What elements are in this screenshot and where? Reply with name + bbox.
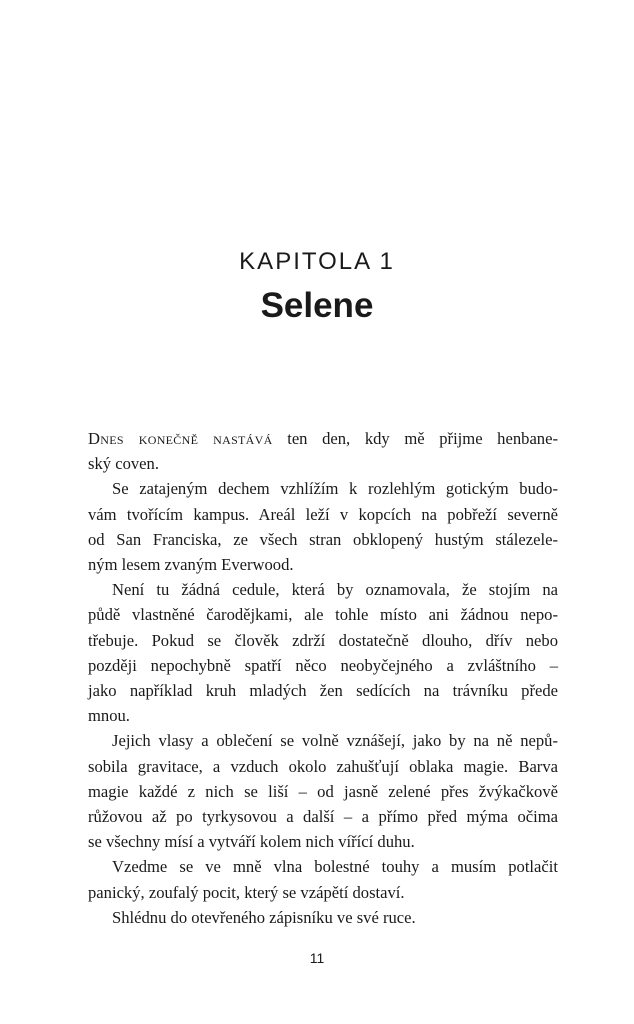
paragraph-line: vám tvořícím kampus. Areál leží v kopcích na pobřeží severně bbox=[88, 504, 558, 524]
paragraph-line: třebuje. Pokud se člověk zdrží dostatečně dlouho, dřív nebo bbox=[88, 630, 558, 650]
paragraph-line: ným lesem zvaným Everwood. bbox=[88, 555, 294, 575]
chapter-body bbox=[88, 426, 558, 930]
paragraph-line: Jejich vlasy a oblečení se volně vznášejí, jako by na ně nepů- bbox=[112, 731, 558, 751]
paragraph-line: růžovou až po tyrkysovou a další – a přímo před mýma očima bbox=[88, 807, 558, 827]
paragraph-line: Shlédnu do otevřeného zápisníku ve své ruce. bbox=[112, 907, 416, 927]
paragraph-line: sobila gravitace, a vzduch okolo zahušťují oblaka magie. Barva bbox=[88, 756, 558, 776]
paragraph-line: Se zatajeným dechem vzhlížím k rozlehlým gotickým budo- bbox=[112, 479, 558, 499]
paragraph-line: půdě vlastněné čarodějkami, ale tohle místo ani žádnou nepo- bbox=[88, 605, 558, 625]
paragraph-line: se všechny mísí a vytváří kolem nich vířící duhu. bbox=[88, 832, 415, 852]
chapter-label: KAPITOLA 1 bbox=[239, 248, 395, 275]
paragraph-line: magie každé z nich se liší – od jasně zelené přes žvýkačkově bbox=[88, 781, 558, 801]
paragraph-line: jako například kruh mladých žen sedících na trávníku přede bbox=[88, 681, 558, 701]
paragraph-line: Není tu žádná cedule, která by oznamovala, že stojím na bbox=[112, 580, 558, 600]
opening-smallcaps: Dnes konečně nastává bbox=[88, 429, 273, 448]
paragraph-line: Vzedme se ve mně vlna bolestné touhy a musím potlačit bbox=[112, 857, 558, 877]
page-number: 11 bbox=[309, 950, 325, 966]
paragraph-line: později nepochybně spatří něco neobyčejného a zvláštního – bbox=[88, 655, 558, 675]
paragraph-line: od San Franciska, ze všech stran obklopený hustým stálezele- bbox=[88, 529, 558, 549]
paragraph-line: ský coven. bbox=[88, 454, 159, 474]
paragraph-line: mnou. bbox=[88, 706, 130, 726]
paragraph-line bbox=[88, 426, 558, 451]
line-text: ten den, kdy mě přijme henbane- bbox=[272, 429, 558, 448]
paragraph-line: panický, zoufalý pocit, který se vzápětí dostaví. bbox=[88, 882, 405, 902]
chapter-title: Selene bbox=[260, 286, 374, 325]
